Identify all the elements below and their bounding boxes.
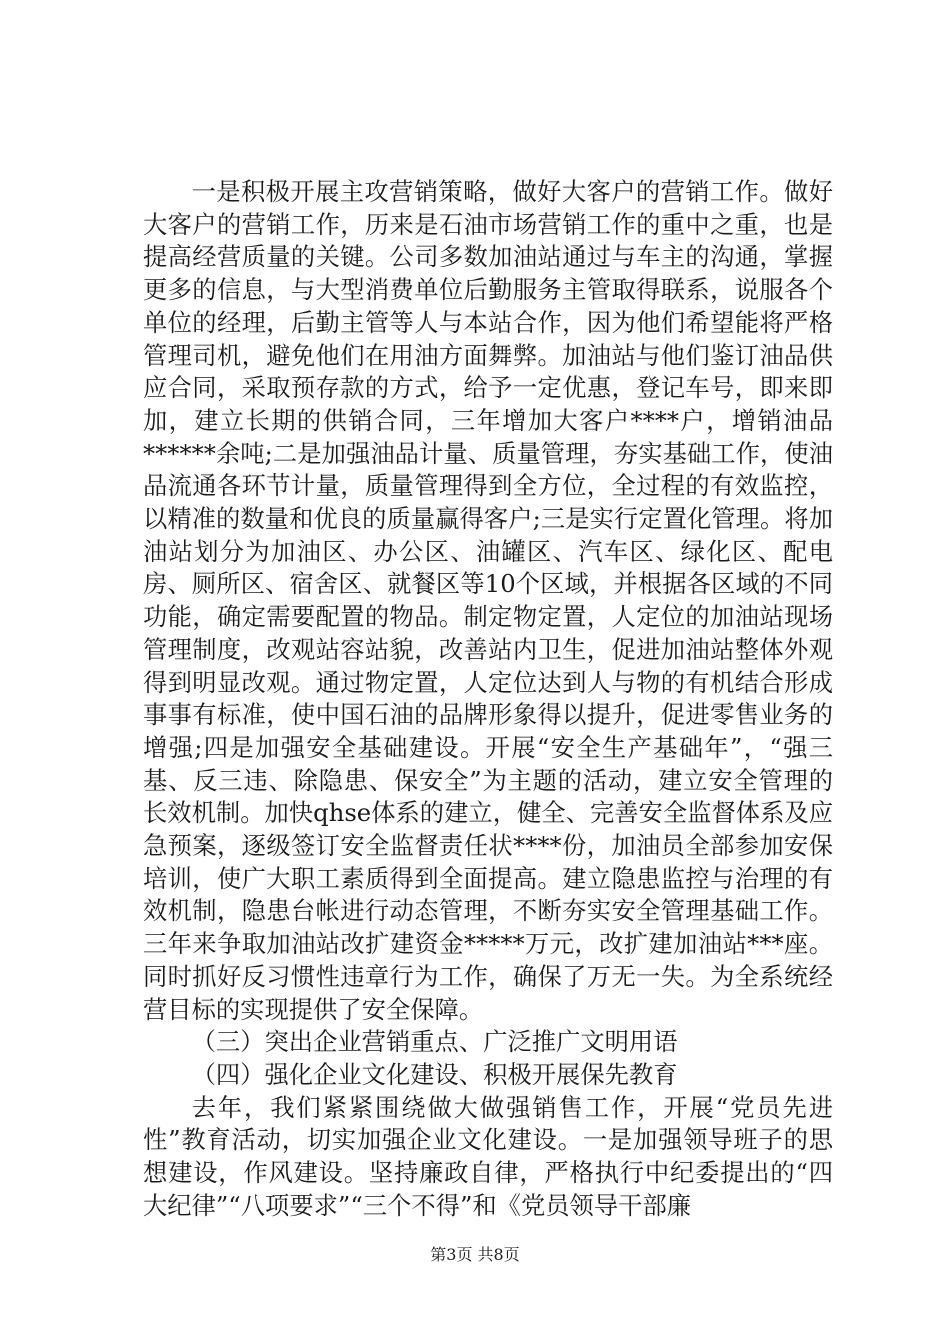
page-number-footer: 第3页 共8页 (430, 1245, 520, 1264)
section-heading-3: （三）突出企业营销重点、广泛推广文明用语 (191, 1027, 678, 1057)
body-paragraph-corporate-culture: 去年，我们紧紧围绕做大做强销售工作，开展“党员先进性”教育活动，切实加强企业文化建设。一是加强领导班子的思想建设，作风建设。坚持廉政自律，严格执行中纪委提出的“四大纪律”“八项要求”“三个不得”和《党员领导干部廉 (143, 1092, 833, 1220)
section-heading-4: （四）强化企业文化建设、积极开展保先教育 (191, 1059, 678, 1089)
document-body (143, 176, 833, 1223)
body-paragraph-marketing-strategy: 一是积极开展主攻营销策略，做好大客户的营销工作。做好大客户的营销工作，历来是石油市场营销工作的重中之重，也是提高经营质量的关键。公司多数加油站通过与车主的沟通，掌握更多的信息，与大型消费单位后勤服务主管取得联系，说服各个单位的经理，后勤主管等人与本站合作，因为他们希望能将严格管理司机，避免他们在用油方面舞弊。加油站与他们鉴订油品供应合同，采取预存款的方式，给予一定优惠，登记车号，即来即加，建立长期的供销合同，三年增加大客户****户，增销油品******余吨;二是加强油品计量、质量管理，夯实基础工作，使油品流通各环节计量，质量管理得到全方位，全过程的有效监控，以精准的数量和优良的质量赢得客户;三是实行定置化管理。将加油站划分为加油区、办公区、油罐区、汽车区、绿化区、配电房、厕所区、宿舍区、就餐区等10个区域，并根据各区域的不同功能，确定需要配置的物品。制定物定置，人定位的加油站现场管理制度，改观站容站貌，改善站内卫生，促进加油站整体外观得到明显改观。通过物定置，人定位达到人与物的有机结合形成事事有标准，使中国石油的品牌形象得以提升，促进零售业务的增强;四是加强安全基础建设。开展“安全生产基础年”，“强三基、反三违、除隐患、保安全”为主题的活动，建立安全管理的长效机制。加快qhse体系的建立，健全、完善安全监督体系及应急预案，逐级签订安全监督责任状****份，加油员全部参加安保培训，使广大职工素质得到全面提高。建立隐患监控与治理的有效机制，隐患台帐进行动态管理，不断夯实安全管理基础工作。三年来争取加油站改扩建资金*****万元，改扩建加油站***座。同时抓好反习惯性违章行为工作，确保了万无一失。为全系统经营目标的实现提供了安全保障。 (143, 177, 833, 1024)
